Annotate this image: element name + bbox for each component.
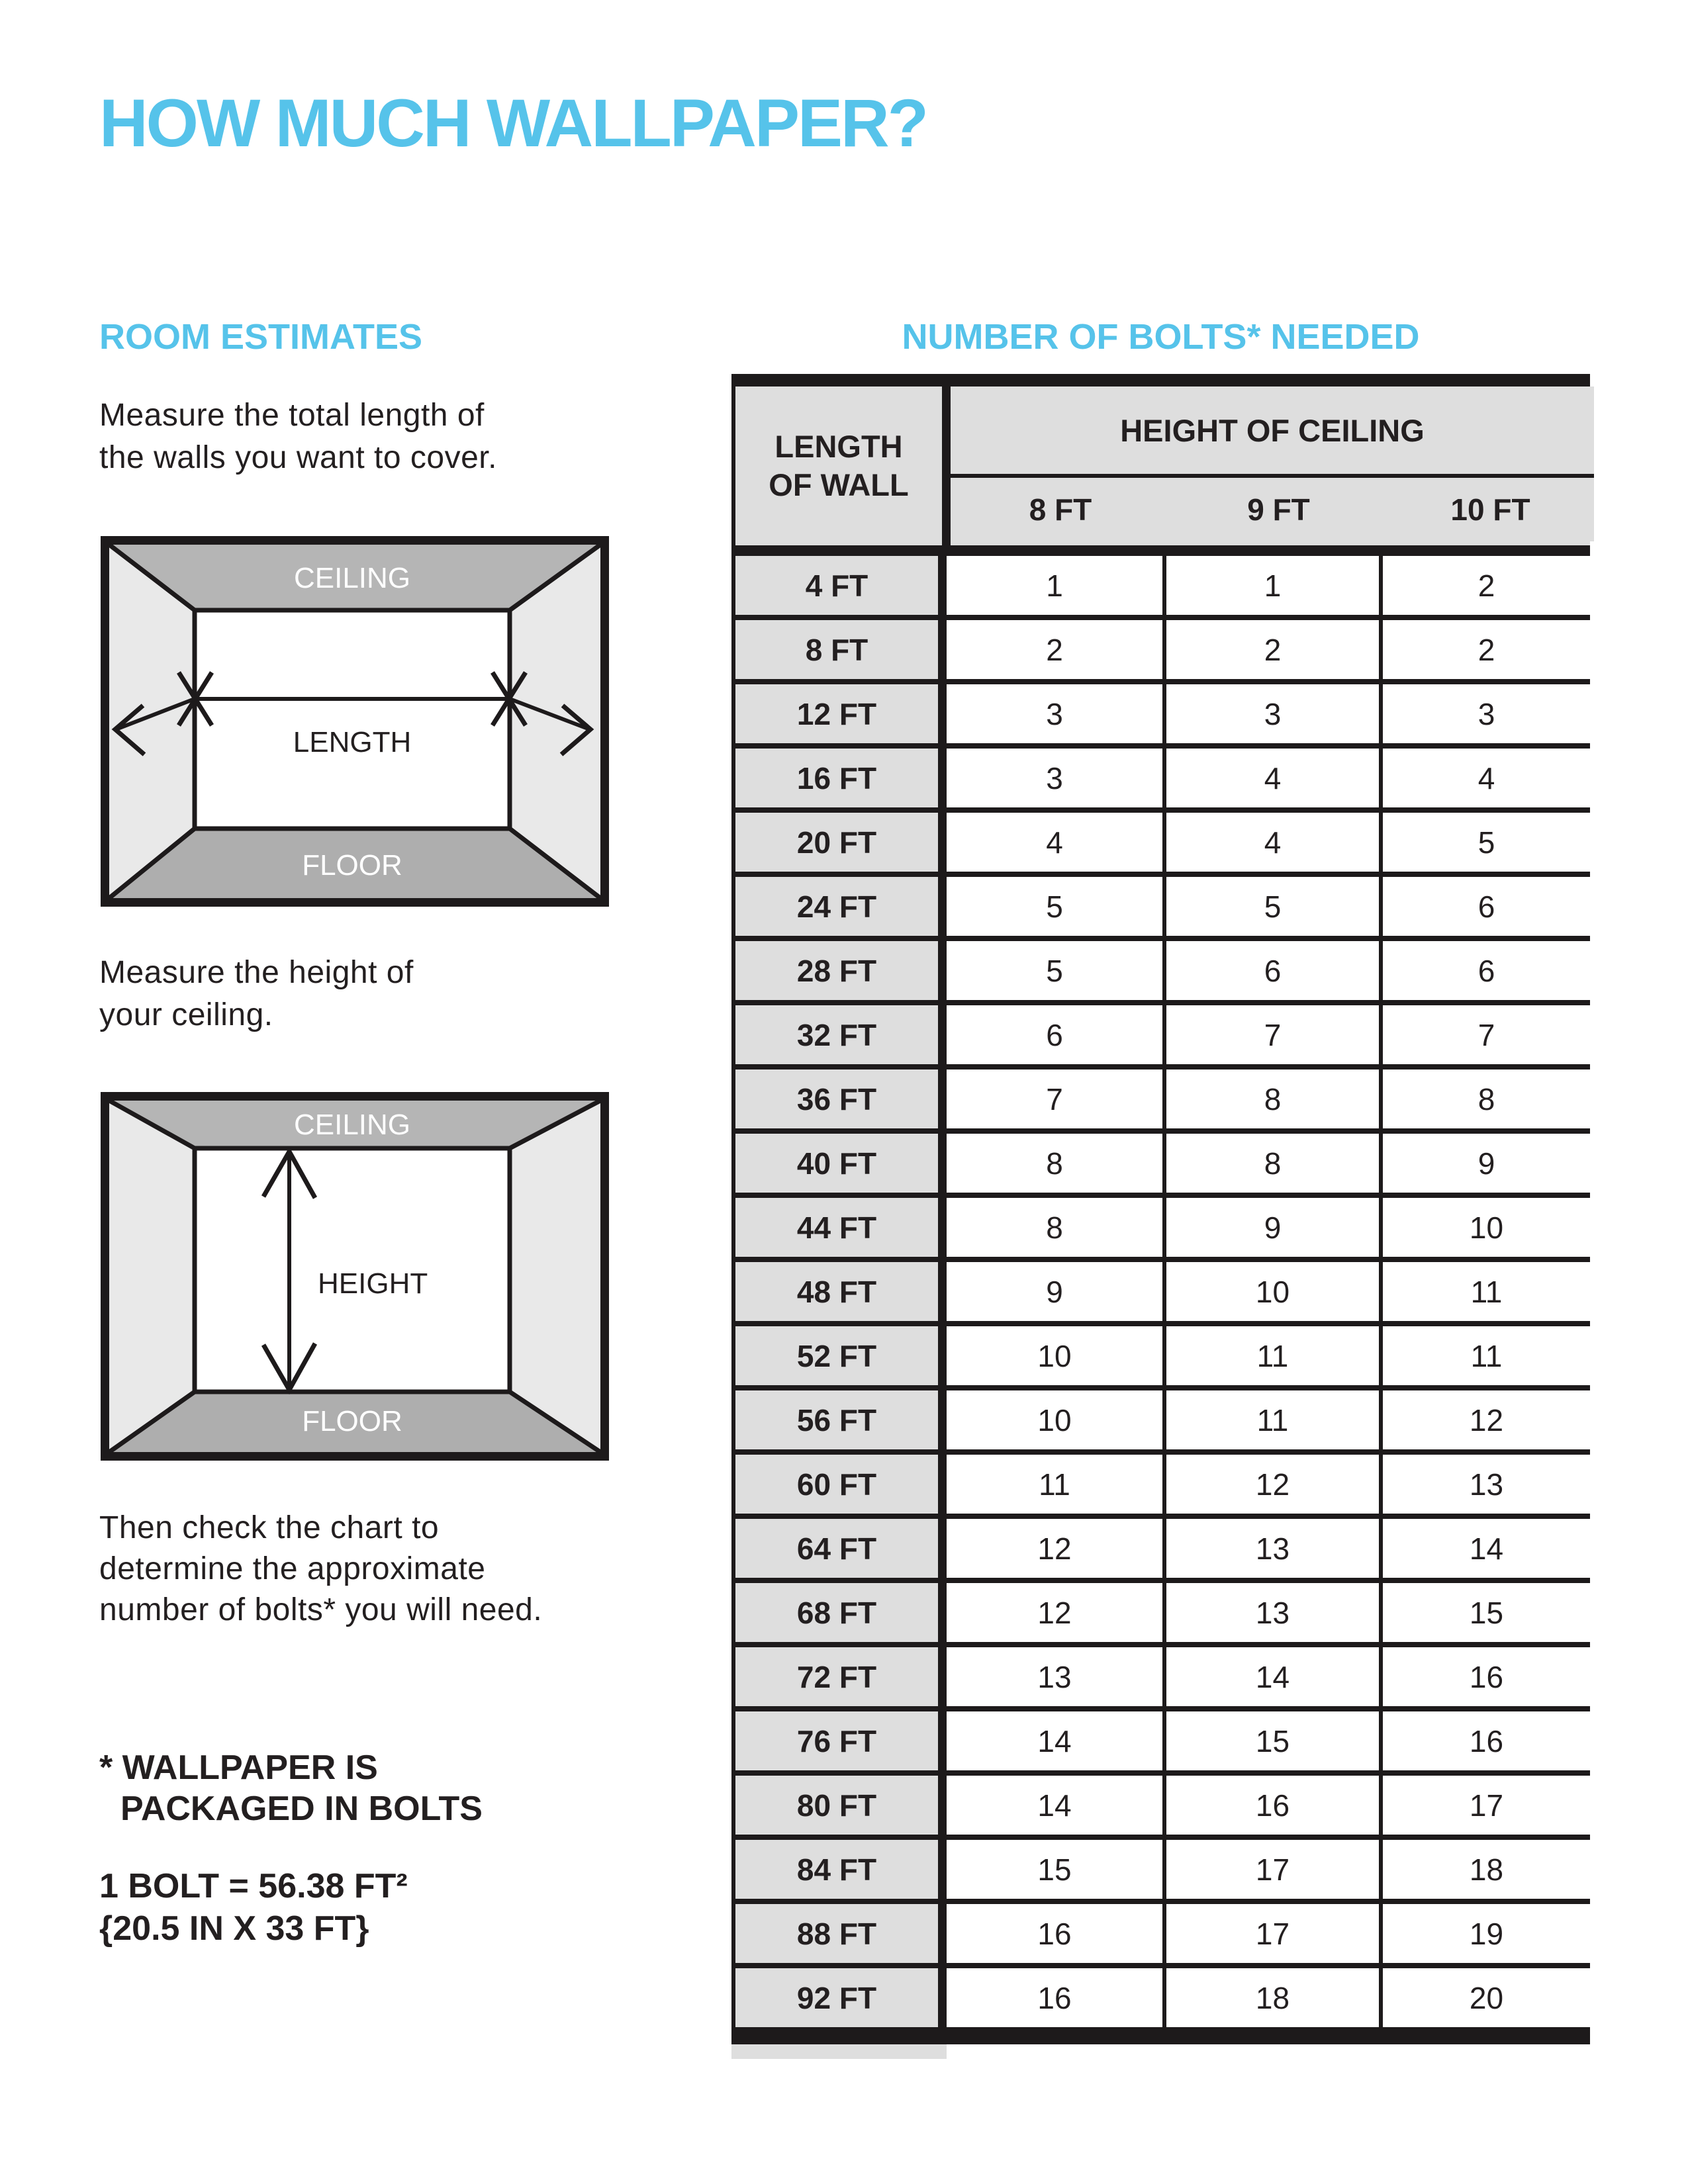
cell-value: 11: [1470, 1338, 1503, 1373]
table-row: [735, 1583, 1590, 1647]
instruction-line: Measure the total length of: [99, 398, 485, 433]
cell-value: 6: [1477, 953, 1495, 988]
table-row: [735, 1968, 1590, 2032]
room-length-diagram: [101, 536, 609, 910]
instruction-line: number of bolts* you will need.: [99, 1592, 543, 1627]
footnote-line: PACKAGED IN BOLTS: [120, 1790, 483, 1828]
floor-label: FLOOR: [302, 1405, 402, 1437]
cell-value: 14: [1469, 1531, 1504, 1566]
ceiling-label: CEILING: [293, 1109, 411, 1141]
cell-value: 3: [947, 684, 1166, 743]
cell-value: 12: [947, 1583, 1166, 1642]
cell-value: 4: [1166, 749, 1383, 807]
cell-value: 10: [947, 1390, 1166, 1449]
cell-value: 12: [1166, 1455, 1383, 1514]
column-header-8ft: 8 FT: [1029, 492, 1092, 527]
page-title: HOW MUCH WALLPAPER?: [99, 85, 927, 161]
row-label: 4 FT: [735, 556, 947, 615]
row-label: 24 FT: [735, 877, 947, 936]
table-row: [735, 1005, 1590, 1069]
table-row: [735, 1840, 1590, 1904]
ceiling-label: CEILING: [293, 562, 411, 594]
cell-value: 7: [947, 1069, 1166, 1128]
cell-value: 10: [1166, 1262, 1383, 1321]
cell-value: 6: [947, 1005, 1166, 1064]
table-row: [735, 1198, 1590, 1262]
column-dimension-header: HEIGHT OF CEILING: [951, 387, 1594, 478]
table-row: [735, 1647, 1590, 1711]
instruction-line: the walls you want to cover.: [99, 440, 497, 475]
cell-value: 3: [1166, 684, 1383, 743]
cell-value: 12: [947, 1519, 1166, 1578]
row-label: 60 FT: [735, 1455, 947, 1514]
cell-value: 4: [1477, 760, 1495, 796]
cell-value: 16: [947, 1968, 1166, 2027]
cell-value: 17: [1166, 1840, 1383, 1899]
row-label: 68 FT: [735, 1583, 947, 1642]
instruction-measure-height: [99, 952, 414, 1036]
cell-value: 6: [1477, 889, 1495, 924]
column-group: [951, 387, 1594, 545]
table-row: [735, 1711, 1590, 1776]
row-label: 8 FT: [735, 620, 947, 679]
footnote-bolts: [99, 1747, 483, 1829]
cell-value: 13: [1166, 1583, 1383, 1642]
bolts-needed-heading: NUMBER OF BOLTS* NEEDED: [902, 317, 1420, 357]
cell-value: 20: [1469, 1980, 1504, 2015]
cell-value: 10: [1469, 1210, 1504, 1245]
row-label: 12 FT: [735, 684, 947, 743]
row-label: 36 FT: [735, 1069, 947, 1128]
cell-value: 3: [947, 749, 1166, 807]
cell-value: 8: [1166, 1069, 1383, 1128]
row-label: 52 FT: [735, 1326, 947, 1385]
cell-value: 7: [1166, 1005, 1383, 1064]
table-row: [735, 813, 1590, 877]
cell-value: 15: [1166, 1711, 1383, 1770]
cell-value: 2: [1477, 632, 1495, 667]
cell-value: 5: [1477, 825, 1495, 860]
row-label: 84 FT: [735, 1840, 947, 1899]
back-wall-surface: [195, 610, 510, 829]
cell-value: 11: [1166, 1326, 1383, 1385]
table-row: [735, 1262, 1590, 1326]
cell-value: 19: [1469, 1916, 1504, 1951]
cell-value: 8: [947, 1134, 1166, 1193]
cell-value: 5: [947, 877, 1166, 936]
row-label: 92 FT: [735, 1968, 947, 2027]
cell-value: 8: [947, 1198, 1166, 1257]
cell-value: 14: [947, 1776, 1166, 1835]
room-length-diagram-svg: [101, 536, 609, 907]
row-dimension-header: [735, 387, 951, 545]
row-label: 80 FT: [735, 1776, 947, 1835]
row-dimension-header-line: LENGTH: [774, 429, 903, 464]
row-label: 44 FT: [735, 1198, 947, 1257]
cell-value: 4: [947, 813, 1166, 872]
row-label: 64 FT: [735, 1519, 947, 1578]
row-label: 28 FT: [735, 941, 947, 1000]
footnote-line: {20.5 IN X 33 FT}: [99, 1909, 369, 1948]
table-row: [735, 941, 1590, 1005]
row-label: 76 FT: [735, 1711, 947, 1770]
cell-value: 11: [1166, 1390, 1383, 1449]
cell-value: 8: [1477, 1081, 1495, 1116]
table-row: [735, 1326, 1590, 1390]
height-label: HEIGHT: [318, 1267, 428, 1300]
cell-value: 6: [1166, 941, 1383, 1000]
cell-value: 7: [1477, 1017, 1495, 1052]
cell-value: 11: [947, 1455, 1166, 1514]
footnote-line: * WALLPAPER IS: [99, 1749, 378, 1787]
instruction-line: Then check the chart to: [99, 1510, 440, 1545]
footnote-bolt-size: [99, 1865, 408, 1950]
cell-value: 18: [1469, 1852, 1504, 1887]
table-bottom-border: [731, 2032, 1590, 2044]
room-estimates-heading: ROOM ESTIMATES: [99, 317, 423, 357]
cell-value: 2: [947, 620, 1166, 679]
cell-value: 12: [1469, 1402, 1504, 1437]
table-header-bottom-border: [731, 545, 1590, 556]
cell-value: 1: [1166, 556, 1383, 615]
table-row: [735, 620, 1590, 684]
cell-value: 3: [1477, 696, 1495, 731]
table-row: [735, 684, 1590, 749]
cell-value: 17: [1469, 1788, 1504, 1823]
row-label: 40 FT: [735, 1134, 947, 1193]
cell-value: 11: [1470, 1274, 1503, 1309]
cell-value: 16: [947, 1904, 1166, 1963]
footnote-line: 1 BOLT = 56.38 FT²: [99, 1867, 408, 1905]
cell-value: 13: [947, 1647, 1166, 1706]
table-row: [735, 1390, 1590, 1455]
instruction-check-chart: [99, 1508, 542, 1631]
column-headers-row: [951, 478, 1594, 541]
room-height-diagram: [101, 1092, 609, 1464]
table-row: [735, 1904, 1590, 1968]
cell-value: 15: [947, 1840, 1166, 1899]
cell-value: 15: [1469, 1595, 1504, 1630]
row-label: 48 FT: [735, 1262, 947, 1321]
room-height-diagram-svg: [101, 1092, 609, 1461]
table-header: [731, 387, 1590, 545]
table-row: [735, 1455, 1590, 1519]
table-row: [735, 556, 1590, 620]
bolts-table: [731, 374, 1590, 2059]
cell-value: 5: [947, 941, 1166, 1000]
row-label: 32 FT: [735, 1005, 947, 1064]
table-row: [735, 1069, 1590, 1134]
length-label: LENGTH: [293, 726, 412, 758]
row-label: 20 FT: [735, 813, 947, 872]
row-dimension-header-line: OF WALL: [769, 467, 909, 502]
table-gray-stub: [731, 2044, 947, 2059]
table-row: [735, 1519, 1590, 1583]
cell-value: 2: [1477, 568, 1495, 603]
cell-value: 1: [947, 556, 1166, 615]
instruction-measure-length: [99, 394, 497, 479]
cell-value: 9: [947, 1262, 1166, 1321]
table-row: [735, 749, 1590, 813]
row-label: 16 FT: [735, 749, 947, 807]
row-label: 56 FT: [735, 1390, 947, 1449]
cell-value: 4: [1166, 813, 1383, 872]
cell-value: 2: [1166, 620, 1383, 679]
floor-label: FLOOR: [302, 849, 402, 882]
column-header-10ft: 10 FT: [1450, 492, 1530, 527]
cell-value: 17: [1166, 1904, 1383, 1963]
cell-value: 16: [1469, 1723, 1504, 1758]
cell-value: 16: [1166, 1776, 1383, 1835]
cell-value: 13: [1166, 1519, 1383, 1578]
instruction-line: Measure the height of: [99, 955, 414, 990]
instruction-line: determine the approximate: [99, 1551, 486, 1586]
cell-value: 8: [1166, 1134, 1383, 1193]
cell-value: 14: [947, 1711, 1166, 1770]
cell-value: 9: [1477, 1146, 1495, 1181]
table-body: [731, 556, 1590, 2032]
instruction-line: your ceiling.: [99, 997, 273, 1032]
cell-value: 16: [1469, 1659, 1504, 1694]
row-label: 72 FT: [735, 1647, 947, 1706]
table-row: [735, 877, 1590, 941]
table-row: [735, 1134, 1590, 1198]
cell-value: 9: [1166, 1198, 1383, 1257]
cell-value: 13: [1469, 1467, 1504, 1502]
cell-value: 18: [1166, 1968, 1383, 2027]
cell-value: 5: [1166, 877, 1383, 936]
cell-value: 14: [1166, 1647, 1383, 1706]
cell-value: 10: [947, 1326, 1166, 1385]
row-label: 88 FT: [735, 1904, 947, 1963]
table-top-border: [731, 374, 1590, 387]
column-header-9ft: 9 FT: [1247, 492, 1310, 527]
table-row: [735, 1776, 1590, 1840]
